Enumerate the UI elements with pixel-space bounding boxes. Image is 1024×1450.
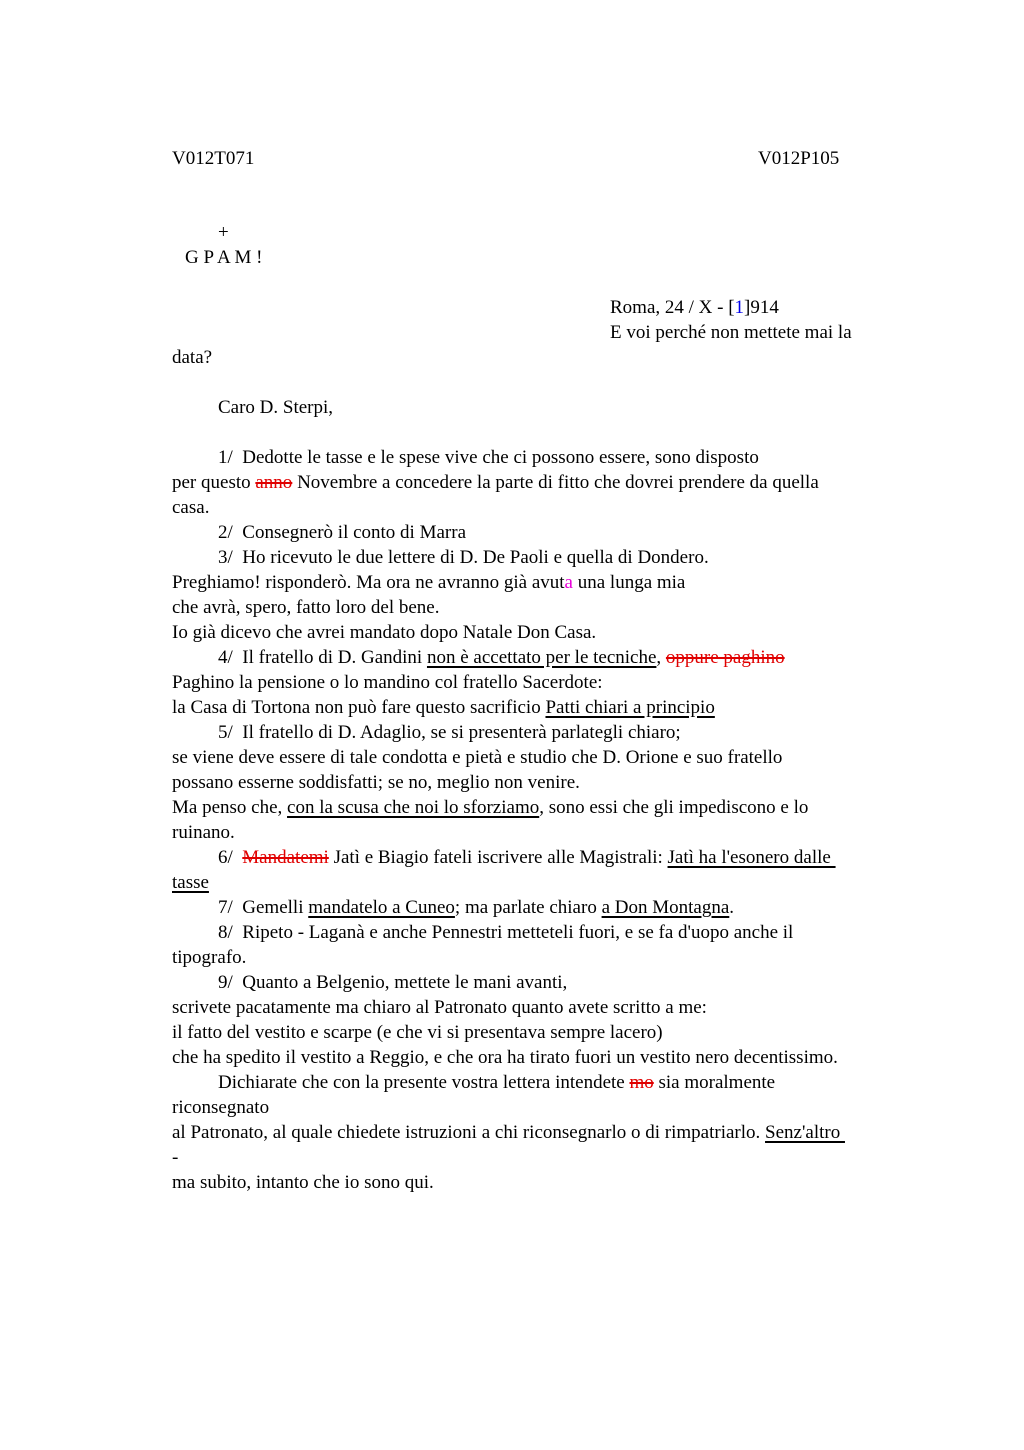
inserted-digit: 1	[734, 297, 745, 318]
inserted-letter: a	[564, 572, 573, 593]
letter-line	[172, 245, 992, 270]
text-run: -	[172, 1147, 179, 1168]
letter-line	[172, 370, 992, 395]
letter-line	[172, 820, 992, 845]
text-run: scrivete pacatamente ma chiaro al Patronato quanto avete scritto a me:	[172, 997, 707, 1018]
letter-line	[172, 270, 992, 295]
underlined-text: a Don Montagna	[601, 897, 730, 918]
document-code-left: V012T071	[172, 148, 255, 169]
letter-line	[172, 470, 992, 495]
text-run: 9/ Quanto a Belgenio, mettete le mani avanti,	[218, 972, 568, 993]
letter-line	[172, 295, 992, 320]
text-run: 4/ Il fratello di D. Gandini	[218, 647, 427, 668]
letter-line	[172, 945, 992, 970]
letter-line	[172, 895, 992, 920]
text-run: possano esserne soddisfatti; se no, meglio non venire.	[172, 772, 580, 793]
text-run: ruinano.	[172, 822, 235, 843]
letter-line	[172, 745, 992, 770]
letter-line	[172, 570, 992, 595]
underlined-text: con la scusa che noi lo sforziamo	[287, 797, 540, 818]
text-run: 8/ Ripeto - Laganà e anche Pennestri metteteli fuori, e se fa d'uopo anche il	[218, 922, 794, 943]
document-code-right: V012P105	[758, 148, 840, 169]
text-run: E voi perché non mettete mai la	[610, 322, 852, 343]
text-run: ; ma parlate chiaro	[454, 897, 602, 918]
text-run: la Casa di Tortona non può fare questo sacrificio	[172, 697, 546, 718]
letter-line	[172, 220, 992, 245]
text-run: il fatto del vestito e scarpe (e che vi si presentava sempre lacero)	[172, 1022, 663, 1043]
text-run: casa.	[172, 497, 210, 518]
text-run: una lunga mia	[572, 572, 686, 593]
letter-line	[172, 495, 992, 520]
text-run: data?	[172, 347, 213, 368]
text-run: Ma penso che,	[172, 797, 288, 818]
letter-body	[172, 220, 992, 1195]
text-run: ma subito, intanto che io sono qui.	[172, 1172, 434, 1193]
underlined-text: Patti chiari a principio	[545, 697, 715, 718]
text-run: sia moralmente	[653, 1072, 776, 1093]
letter-line	[172, 645, 992, 670]
text-run: .	[729, 897, 735, 918]
letter-line	[172, 545, 992, 570]
letter-line	[172, 345, 992, 370]
letter-line	[172, 1095, 992, 1120]
letter-line	[172, 520, 992, 545]
text-run: riconsegnato	[172, 1097, 270, 1118]
letter-line	[172, 1020, 992, 1045]
letter-line	[172, 395, 992, 420]
underlined-text: Senz'altro	[765, 1122, 845, 1143]
letter-line	[172, 420, 992, 445]
letter-line	[172, 445, 992, 470]
text-run: al Patronato, al quale chiedete istruzioni a chi riconsegnarlo o di rimpatriarlo.	[172, 1122, 766, 1143]
underlined-text: Jatì ha l'esonero dalle	[667, 847, 836, 868]
letter-line	[172, 620, 992, 645]
letter-line	[172, 1120, 992, 1145]
letter-line	[172, 770, 992, 795]
text-run: Jatì e Biagio fateli iscrivere alle Magistrali:	[328, 847, 668, 868]
text-run: Paghino la pensione o lo mandino col fratello Sacerdote:	[172, 672, 603, 693]
letter-line	[172, 1070, 992, 1095]
letter-line	[172, 720, 992, 745]
text-run: 6/	[218, 847, 243, 868]
letter-line	[172, 320, 992, 345]
deleted-text: Mandatemi	[242, 847, 329, 868]
letter-line	[172, 920, 992, 945]
letter-line	[172, 845, 992, 870]
text-run: per questo	[172, 472, 256, 493]
letter-line	[172, 670, 992, 695]
text-run: 7/ Gemelli	[218, 897, 309, 918]
text-run: G P A M !	[185, 247, 263, 268]
letter-line	[172, 1170, 992, 1195]
text-run: ]914	[744, 297, 779, 318]
text-run: ,	[656, 647, 666, 668]
text-run: 2/ Consegnerò il conto di Marra	[218, 522, 467, 543]
text-run: +	[218, 222, 229, 243]
letter-line	[172, 595, 992, 620]
text-run: 1/ Dedotte le tasse e le spese vive che ci possono essere, sono disposto	[218, 447, 759, 468]
letter-line	[172, 795, 992, 820]
text-run: se viene deve essere di tale condotta e pietà e studio che D. Orione e suo fratello	[172, 747, 783, 768]
deleted-text: mo	[629, 1072, 654, 1093]
text-run: 5/ Il fratello di D. Adaglio, se si presenterà parlategli chiaro;	[218, 722, 681, 743]
underlined-text: mandatelo a Cuneo	[308, 897, 455, 918]
letter-line	[172, 1045, 992, 1070]
deleted-text: anno	[255, 472, 293, 493]
text-run: Caro D. Sterpi,	[218, 397, 334, 418]
text-run: tipografo.	[172, 947, 247, 968]
letter-line	[172, 1145, 992, 1170]
deleted-text: oppure paghino	[665, 647, 785, 668]
text-run: che avrà, spero, fatto loro del bene.	[172, 597, 440, 618]
letter-line	[172, 970, 992, 995]
text-run: Dichiarate che con la presente vostra lettera intendete	[218, 1072, 630, 1093]
letter-line	[172, 695, 992, 720]
text-run: Preghiamo! risponderò. Ma ora ne avranno già avut	[172, 572, 565, 593]
text-run: , sono essi che gli impediscono e lo	[539, 797, 809, 818]
text-run: Roma, 24 / X - [	[610, 297, 735, 318]
text-run: 3/ Ho ricevuto le due lettere di D. De Paoli e quella di Dondero.	[218, 547, 709, 568]
text-run: che ha spedito il vestito a Reggio, e che ora ha tirato fuori un vestito nero decentissimo.	[172, 1047, 838, 1068]
underlined-text: non è accettato per le tecniche	[426, 647, 657, 668]
letter-line	[172, 870, 992, 895]
letter-line	[172, 995, 992, 1020]
underlined-text: tasse	[172, 872, 209, 893]
text-run: Novembre a concedere la parte di fitto che dovrei prendere da quella	[292, 472, 819, 493]
text-run: Io già dicevo che avrei mandato dopo Natale Don Casa.	[172, 622, 597, 643]
